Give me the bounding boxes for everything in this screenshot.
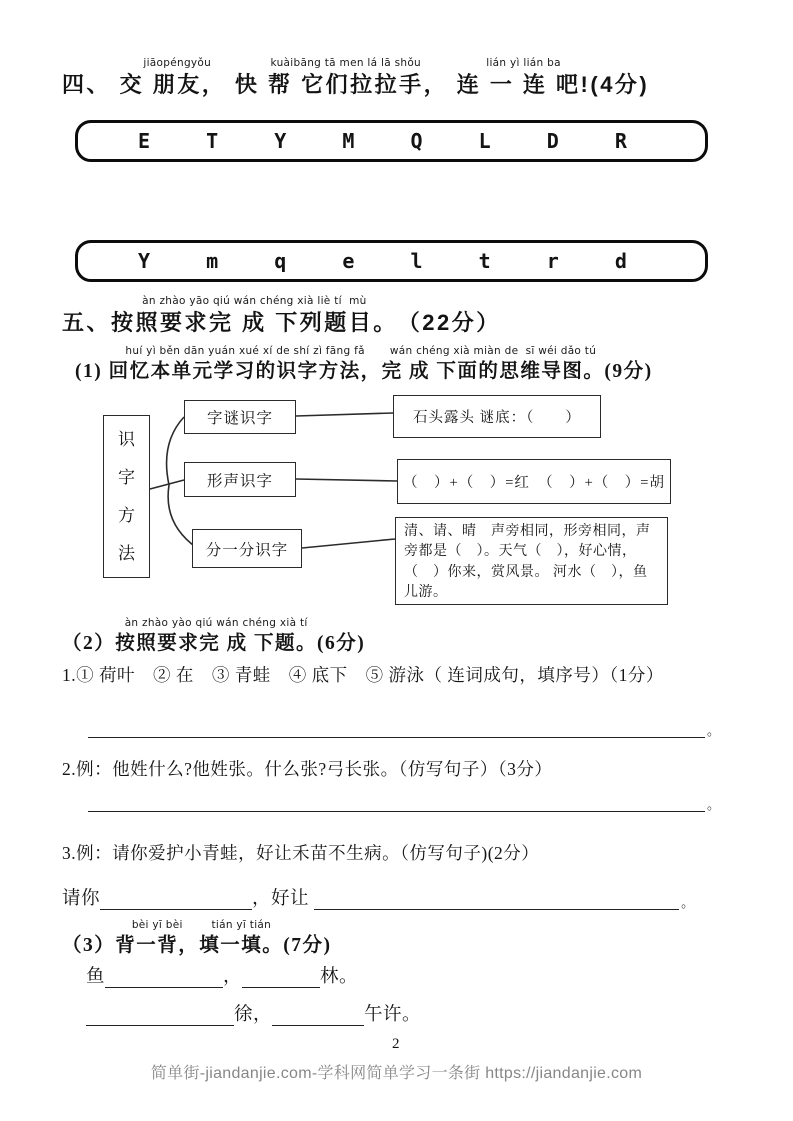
header-text: (4分): [590, 72, 650, 97]
header-text: （22分）: [397, 310, 501, 335]
mindmap-diagram: [0, 388, 793, 620]
item3-header: [62, 918, 332, 959]
period-mark: 。: [706, 797, 720, 812]
section4-header: [62, 56, 649, 100]
mindmap-root-label: 识字方法: [118, 429, 135, 563]
match-letter: M: [342, 129, 355, 153]
match-letter: Q: [410, 129, 423, 153]
header-segment: [590, 56, 649, 100]
match-letter: Y: [138, 249, 151, 273]
header-text: 连 一 连 吧!: [456, 72, 591, 97]
header-text: (1): [75, 361, 109, 382]
pinyin: bèi yī bèi: [131, 919, 183, 931]
fill-prefix: 请你: [62, 889, 101, 909]
match-letter: d: [614, 249, 627, 273]
match-letter: D: [546, 129, 559, 153]
header-text: 回忆本单元学习的识字方法，: [108, 361, 382, 382]
fill-blank: [242, 967, 320, 988]
mindmap-content1-box: [393, 395, 601, 438]
mindmap-content2-box: [397, 459, 671, 504]
mindmap-branch1-label: 字谜识字: [206, 410, 273, 427]
question3-text: 3.例：请你爱护小青蛙，好让禾苗不生病。（仿写句子)(2分）: [62, 843, 540, 863]
mindmap-branch3-label: 分一分识字: [205, 541, 289, 559]
fill-sentence-line: [62, 884, 695, 910]
pinyin: kuàibāng tā men lá lā shǒu: [270, 57, 422, 69]
fill-blank: [272, 1005, 364, 1026]
fill-text: 鱼: [86, 967, 106, 987]
answer-line-1: [88, 714, 720, 738]
pinyin: tián yī tián: [211, 919, 272, 931]
question1-text: 1.① 荷叶 ② 在 ③ 青蛙 ④ 底下 ⑤ 游泳（ 连词成句，填序号）（1分）: [62, 665, 664, 685]
header-text: 按照要求完 成 下题。: [115, 633, 318, 654]
match-letter: L: [478, 129, 491, 153]
item1-header: [75, 344, 653, 385]
header-text: (7分): [283, 935, 332, 956]
recite-fill-line-1: [86, 962, 358, 988]
header-segment: [199, 918, 283, 959]
mindmap-content3-text: 清、请、晴 声旁相同，形旁相同，声旁都是（ ）。天气（ ），好心情，（ ）你来，赏风景。 河水（ ），鱼儿游。: [404, 524, 651, 600]
header-segment: [111, 294, 398, 338]
header-segment: [283, 918, 331, 959]
mindmap-content2-text: （ ）+（ ）=红 （ ）+（ ）=胡: [403, 475, 665, 491]
header-segment: [115, 616, 317, 657]
answer-blank: [88, 719, 705, 738]
pinyin: àn zhào yāo qiú wán chéng xià liè tí mù: [142, 295, 367, 307]
mindmap-content3-box: [395, 517, 668, 605]
header-text: 五、: [62, 310, 112, 335]
match-letter: R: [614, 129, 627, 153]
header-segment: [62, 56, 120, 100]
section5-header: [62, 294, 501, 338]
header-segment: [382, 344, 605, 385]
header-text: 交 朋友，: [119, 72, 235, 97]
header-text: 填一填。: [199, 935, 284, 956]
header-segment: [109, 344, 382, 385]
question2-text: 2.例：他姓什么?他姓张。什么张?弓长张。（仿写句子）（3分）: [62, 759, 553, 779]
fill-text: 林。: [320, 967, 359, 987]
pinyin: huí yì běn dān yuán xué xí de shí zì fāng fǎ: [125, 345, 365, 357]
header-text: 背一背，: [115, 935, 200, 956]
match-letter: t: [478, 249, 491, 273]
period-mark: 。: [681, 895, 695, 910]
match-letter: e: [342, 249, 355, 273]
fill-middle: ，好让: [252, 889, 315, 909]
header-text: 四、: [62, 72, 120, 97]
match-letter: q: [274, 249, 287, 273]
mindmap-content1-text: 石头露头 谜底：（ ）: [413, 410, 581, 426]
pinyin: jiāopéngyǒu: [143, 57, 212, 69]
header-segment: [120, 56, 235, 100]
match-letter: l: [410, 249, 423, 273]
pinyin: lián yì lián ba: [486, 57, 561, 69]
mindmap-branch2-box: [184, 462, 296, 497]
answer-line-2: [88, 788, 720, 812]
header-segment: [457, 56, 591, 100]
pinyin: wán chéng xià miàn de sī wéi dǎo tú: [389, 345, 597, 357]
header-text: (6分): [317, 633, 366, 654]
header-text: 按照要求完 成 下列题目。: [111, 310, 398, 335]
match-letter: Y: [274, 129, 287, 153]
period-mark: 。: [706, 723, 720, 738]
fill-blank: [105, 967, 223, 988]
fill-blank: [86, 1005, 234, 1026]
footer-watermark: 简单街-jiandanjie.com-学科网简单学习一条街 https://jiandanjie.com: [150, 1065, 643, 1082]
fill-text: 午许。: [364, 1005, 422, 1025]
header-text: 快 帮 它们拉拉手，: [234, 72, 457, 97]
header-text: (9分): [604, 361, 653, 382]
header-segment: [62, 294, 111, 338]
lowercase-letter-box: [75, 240, 708, 282]
mindmap-branch1-box: [184, 400, 296, 434]
match-letter: T: [206, 129, 219, 153]
header-segment: [75, 344, 109, 385]
item2-header: [62, 616, 365, 657]
fill-text: ，: [223, 967, 243, 987]
header-segment: [604, 344, 652, 385]
mindmap-root-box: [103, 415, 150, 578]
header-segment: [62, 616, 115, 657]
header-segment: [398, 294, 501, 338]
recite-fill-line-2: [86, 1000, 421, 1026]
match-letter: E: [138, 129, 151, 153]
header-text: 完 成 下面的思维导图。: [381, 361, 605, 382]
fill-blank: [100, 889, 252, 910]
uppercase-letter-box: [75, 120, 708, 162]
mindmap-branch2-label: 形声识字: [206, 472, 273, 490]
match-letter: m: [206, 249, 219, 273]
pinyin: àn zhào yào qiú wán chéng xià tí: [124, 617, 308, 629]
header-segment: [317, 616, 365, 657]
page-number: 2: [392, 1036, 400, 1052]
header-segment: [235, 56, 457, 100]
mindmap-branch3-box: [192, 529, 302, 568]
header-text: （3）: [62, 935, 116, 956]
header-segment: [115, 918, 199, 959]
answer-blank: [88, 793, 705, 812]
fill-text: 徐，: [234, 1005, 273, 1025]
match-letter: r: [546, 249, 559, 273]
fill-blank: [314, 889, 679, 910]
header-segment: [62, 918, 115, 959]
header-text: （2）: [62, 633, 116, 654]
